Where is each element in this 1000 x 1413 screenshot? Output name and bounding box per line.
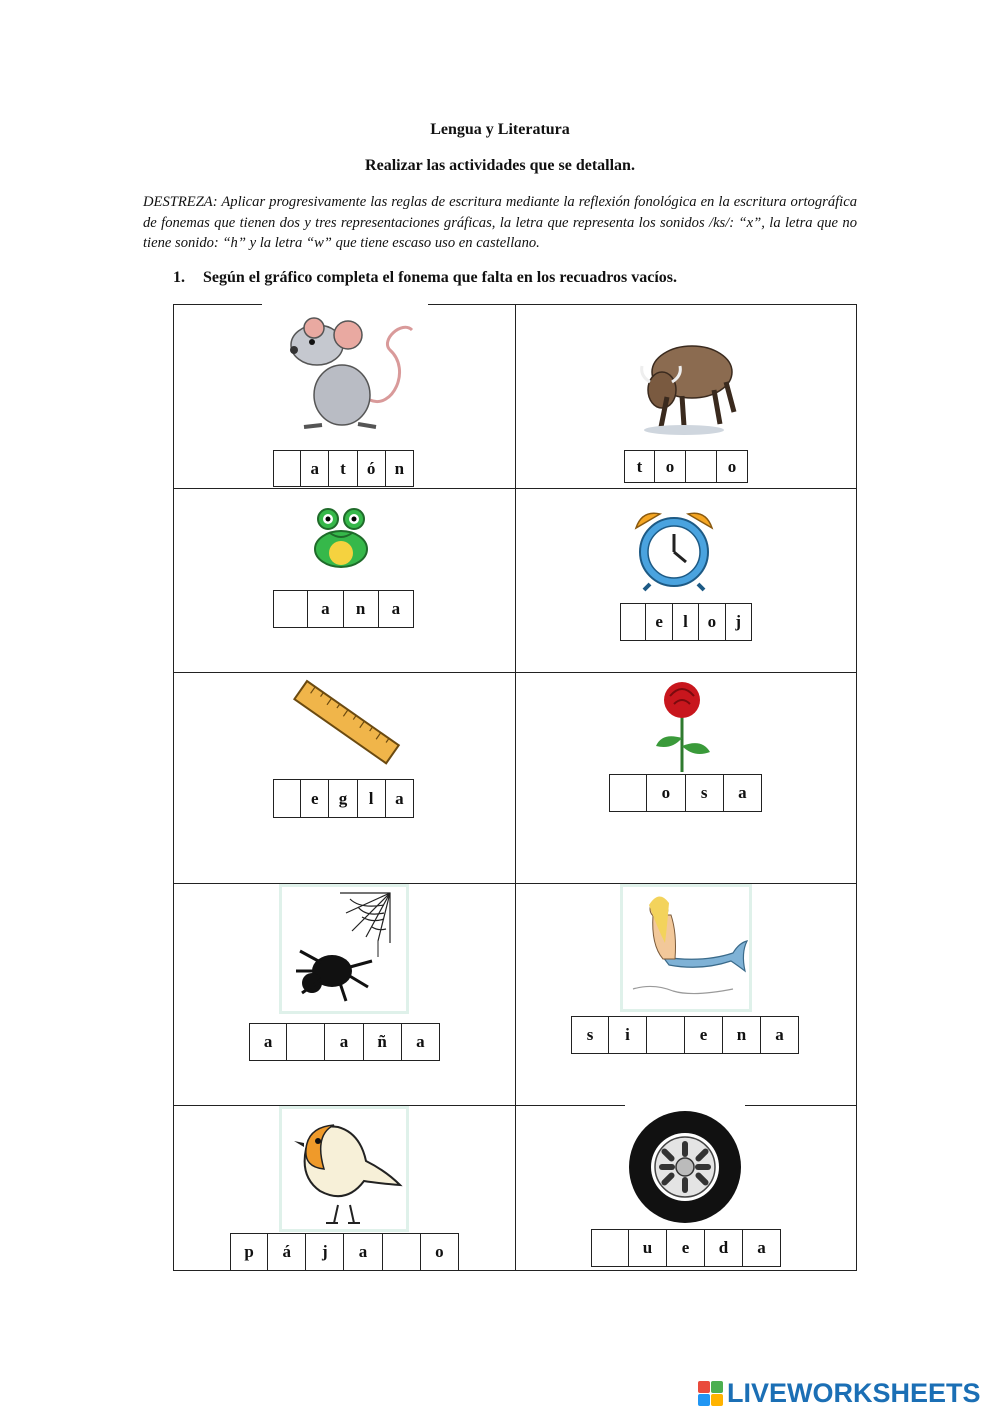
letter-box: j: [305, 1233, 344, 1271]
logo-grid-icon: [698, 1381, 723, 1406]
grid-divider-vertical: [515, 304, 516, 1271]
letter-box: n: [385, 450, 414, 487]
letter-box: e: [645, 603, 672, 641]
letter-box: a: [300, 450, 329, 487]
page-subtitle: Realizar las actividades que se detallan.: [365, 157, 635, 174]
blank-letter-input[interactable]: [591, 1229, 629, 1267]
blank-letter-input[interactable]: [382, 1233, 421, 1271]
letter-box: l: [672, 603, 699, 641]
letter-box: a: [385, 779, 414, 818]
letter-box: i: [608, 1016, 647, 1054]
letter-box: o: [654, 450, 686, 483]
grid-divider: [173, 883, 857, 884]
blank-letter-input[interactable]: [646, 1016, 685, 1054]
letter-box: a: [742, 1229, 781, 1267]
ruler-image: [286, 676, 406, 770]
question-number: 1.: [173, 269, 185, 286]
letter-box: p: [230, 1233, 268, 1271]
question-text: Según el gráfico completa el fonema que falta en los recuadros vacíos.: [203, 269, 678, 286]
letter-box: a: [378, 590, 414, 628]
letter-box: a: [249, 1023, 287, 1061]
word-boxes-clock: [620, 603, 752, 641]
letter-box: a: [723, 774, 762, 812]
grid-divider: [173, 672, 857, 673]
letter-box: j: [725, 603, 752, 641]
skill-description: DESTREZA: Aplicar progresivamente las reglas de escritura mediante la reflexión fonológica en la escritura ortográfica de fonemas que tienen dos y tres representaciones gráficas, la letra que representa los sonidos /ks/: “x”, la letra que no tiene sonido: “h” y la letra “w” que tiene escaso uso en castellano.: [143, 194, 857, 251]
blank-letter-input[interactable]: [685, 450, 717, 483]
word-boxes-spider: [249, 1023, 440, 1061]
letter-box: a: [343, 1233, 382, 1271]
word-boxes-frog: [273, 590, 414, 628]
letter-box: o: [420, 1233, 459, 1271]
letter-box: d: [704, 1229, 743, 1267]
wheel-image: [625, 1105, 745, 1225]
letter-box: a: [401, 1023, 440, 1061]
blank-letter-input[interactable]: [609, 774, 647, 812]
letter-box: a: [307, 590, 343, 628]
letter-box: e: [300, 779, 329, 818]
frog-image: [308, 505, 374, 571]
letter-box: g: [328, 779, 357, 818]
letter-box: o: [698, 603, 725, 641]
mouse-image: [262, 300, 428, 440]
letter-box: a: [760, 1016, 799, 1054]
letter-box: ñ: [363, 1023, 402, 1061]
letter-box: l: [357, 779, 386, 818]
brand-name: LIVEWORKSHEETS: [727, 1377, 981, 1408]
letter-box: t: [624, 450, 655, 483]
letter-box: s: [571, 1016, 609, 1054]
mermaid-image: [620, 884, 752, 1012]
letter-box: o: [716, 450, 748, 483]
blank-letter-input[interactable]: [286, 1023, 325, 1061]
question-heading: [173, 269, 677, 287]
letter-box: e: [666, 1229, 705, 1267]
word-boxes-mermaid: [571, 1016, 799, 1054]
letter-box: s: [685, 774, 724, 812]
word-boxes-bird: [230, 1233, 459, 1271]
word-boxes-mouse: [273, 450, 414, 487]
blank-letter-input[interactable]: [273, 450, 301, 487]
alarm-clock-image: [630, 506, 718, 592]
letter-box: ó: [357, 450, 386, 487]
letter-box: n: [343, 590, 379, 628]
letter-box: n: [722, 1016, 761, 1054]
page-title: Lengua y Literatura: [430, 121, 570, 138]
word-boxes-bull: [624, 450, 748, 483]
letter-box: o: [646, 774, 685, 812]
liveworksheets-logo: [698, 1376, 981, 1410]
blank-letter-input[interactable]: [273, 779, 301, 818]
letter-box: a: [324, 1023, 363, 1061]
rose-image: [626, 676, 736, 772]
blank-letter-input[interactable]: [620, 603, 646, 641]
grid-divider: [173, 488, 857, 489]
letter-box: u: [628, 1229, 667, 1267]
spider-image: [279, 884, 409, 1014]
blank-letter-input[interactable]: [273, 590, 308, 628]
bull-image: [622, 312, 746, 440]
word-boxes-wheel: [591, 1229, 781, 1267]
letter-box: e: [684, 1016, 723, 1054]
letter-box: á: [267, 1233, 306, 1271]
letter-box: t: [328, 450, 357, 487]
grid-divider: [173, 1105, 857, 1106]
bird-image: [279, 1106, 409, 1232]
word-boxes-ruler: [273, 779, 414, 818]
word-boxes-rose: [609, 774, 762, 812]
